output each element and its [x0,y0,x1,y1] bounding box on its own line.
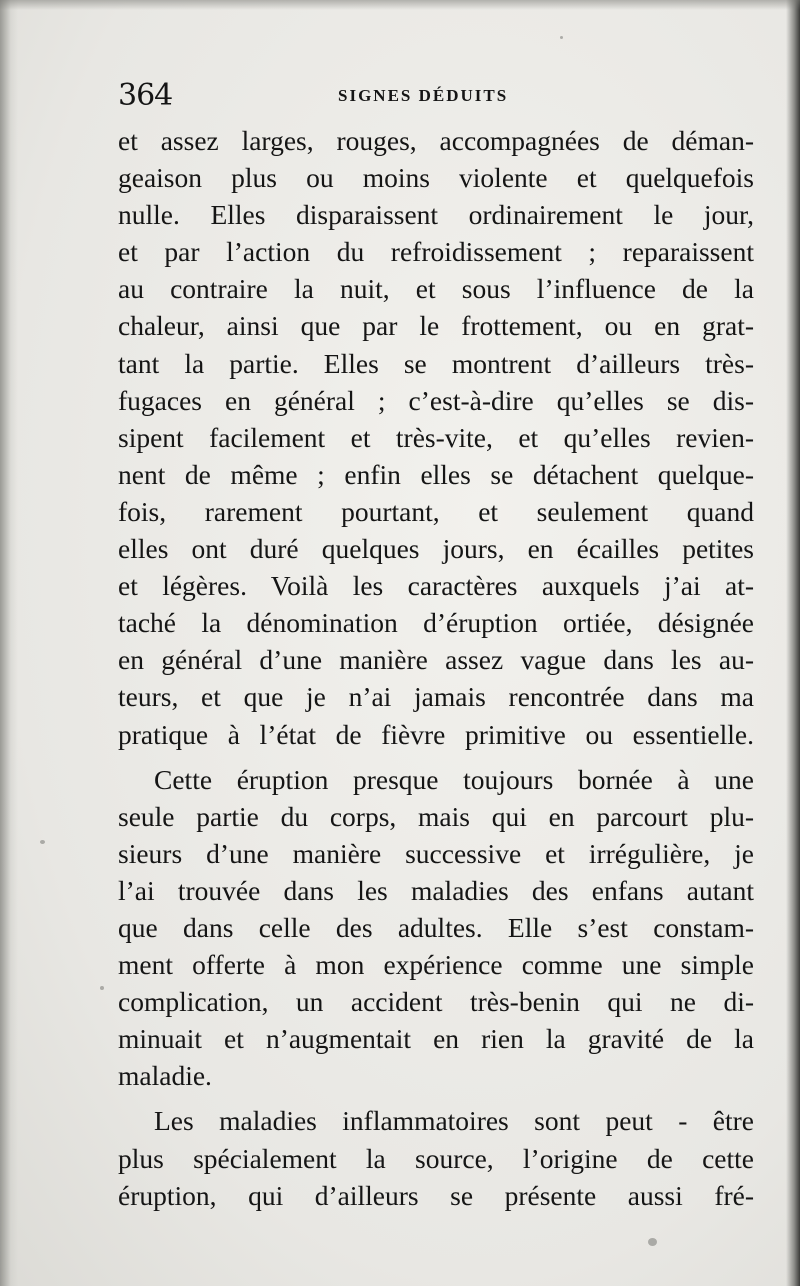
running-head: SIGNES DÉDUITS [338,86,509,105]
paragraph-2 [118,761,754,1095]
text-line: pratique à l’état de fièvre primitive ou essentielle. [118,718,754,750]
text-line: fois, rarement pourtant, et seulement quand [118,495,754,527]
spine-shadow [0,0,18,1286]
paragraph-1 [118,122,754,753]
paragraph-3 [118,1102,754,1213]
page-edge-shadow [786,0,800,1286]
text-line: que dans celle des adultes. Elle s’est constam- [118,911,754,943]
paper-speck [100,986,104,990]
text-line: minuait et n’augmentait en rien la gravité de la [118,1023,754,1055]
text-line: et assez larges, rouges, accompagnées de déman- [118,125,754,156]
text-line: plus spécialement la source, l’origine de cette [118,1142,754,1174]
text-line: et par l’action du refroidissement ; reparaissent [118,236,754,268]
text-line: Les maladies inflammatoires sont peut - être [154,1105,754,1137]
text-line: éruption, qui d’ailleurs se présente aussi fré- [118,1179,754,1211]
text-line: chaleur, ainsi que par le frottement, ou en grat- [118,310,754,342]
text-line: et légères. Voilà les caractères auxquels j’ai at- [118,570,754,602]
paper-speck [648,1238,657,1246]
text-line: geaison plus ou moins violente et quelquefois [118,162,754,194]
text-line: taché la dénomination d’éruption ortiée, désignée [118,607,754,639]
page-header [118,76,758,116]
text-line: au contraire la nuit, et sous l’influence de la [118,273,754,305]
text-line: sipent facilement et très-vite, et qu’elles revien- [118,421,754,453]
paper-speck [560,36,563,39]
text-line: Cette éruption presque toujours bornée à une [154,763,754,795]
text-line: tant la partie. Elles se montrent d’ailleurs très- [118,347,754,379]
text-line: ment offerte à mon expérience comme une simple [118,949,754,981]
body-text [118,122,754,1214]
text-line: en général d’une manière assez vague dans les au- [118,644,754,676]
paper-speck [40,840,45,844]
text-line: fugaces en général ; c’est-à-dire qu’elles se dis- [118,384,754,416]
text-line: complication, un accident très-benin qui ne di- [118,986,754,1018]
text-line: l’ai trouvée dans les maladies des enfans autant [118,874,754,906]
top-edge-shadow [0,0,800,10]
page-number: 364 [118,78,173,113]
text-line: seule partie du corps, mais qui en parcourt plu- [118,800,754,832]
text-line: sieurs d’une manière successive et irrégulière, je [118,837,754,869]
text-line: elles ont duré quelques jours, en écailles petites [118,533,754,565]
text-line: nulle. Elles disparaissent ordinairement le jour, [118,199,754,231]
text-line: maladie. [118,1060,212,1092]
text-line: teurs, et que je n’ai jamais rencontrée dans ma [118,681,754,713]
text-line: nent de même ; enfin elles se détachent quelque- [118,458,754,490]
